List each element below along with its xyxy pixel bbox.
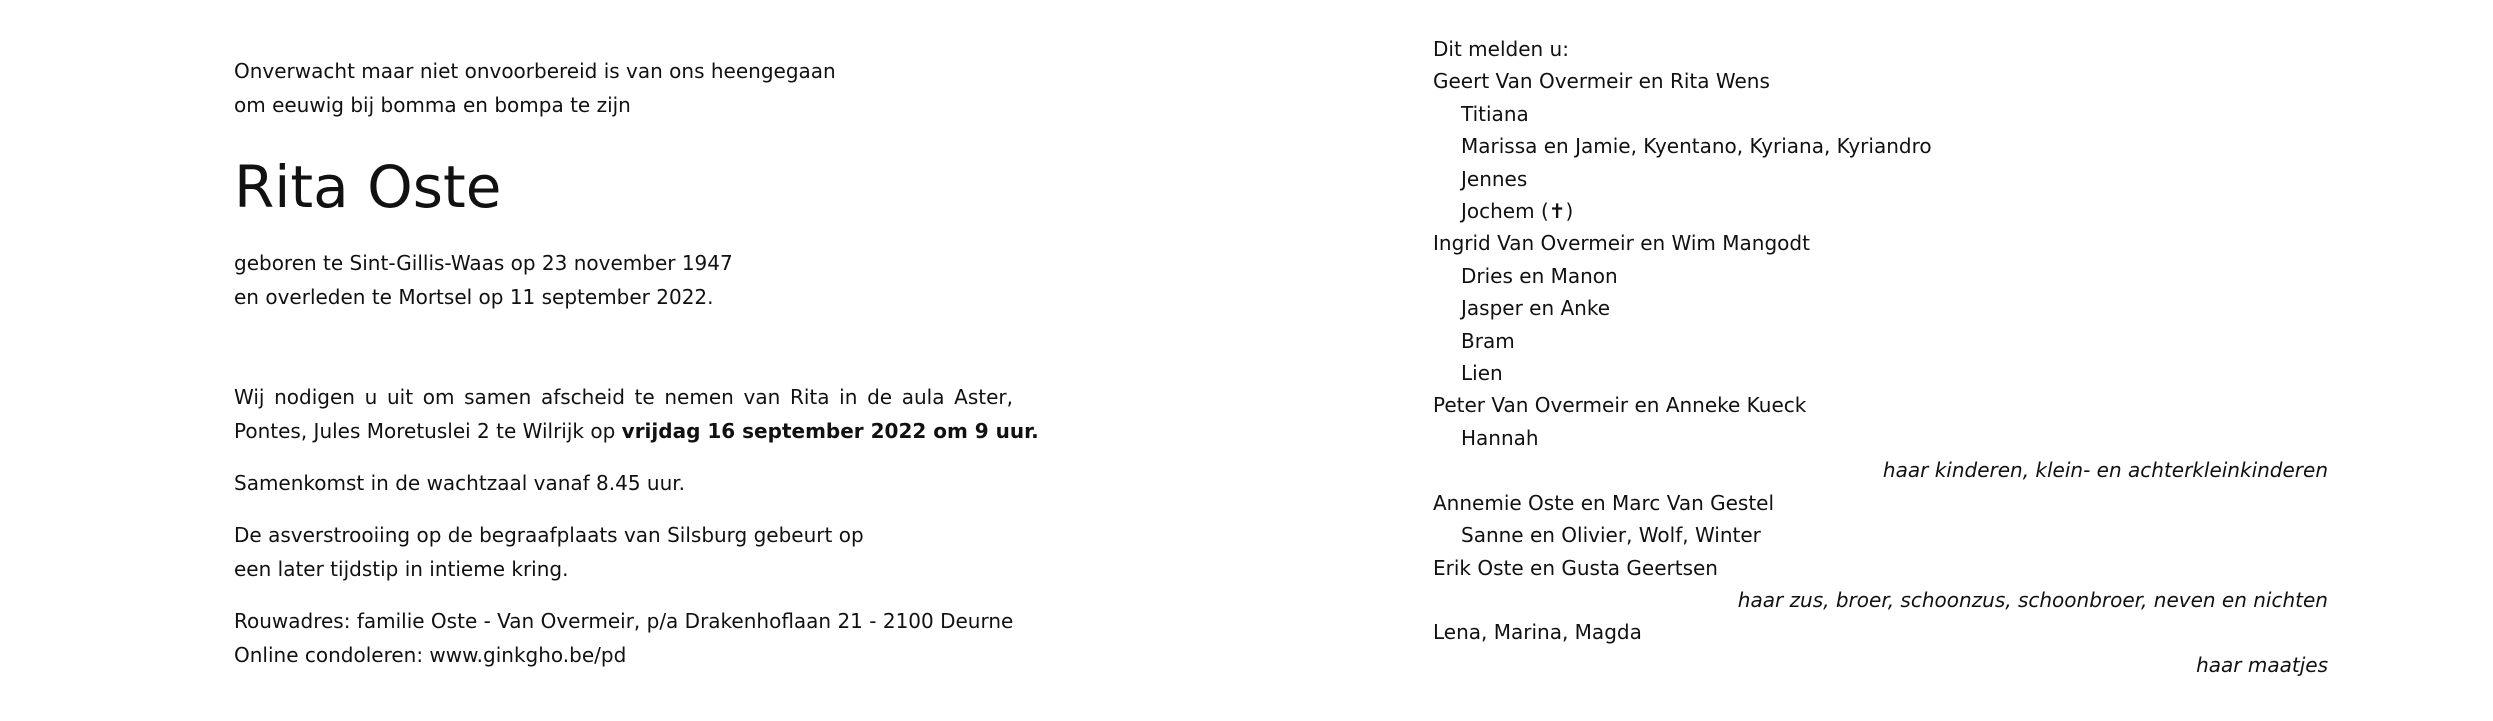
relation-caption: haar zus, broer, schoonzus, schoonbroer, neven en nichten [1737, 587, 2328, 612]
mourning-address: Rouwadres: familie Oste - Van Overmeir, p/a Drakenhoflaan 21 - 2100 Deurne [234, 609, 1014, 633]
intro-line-1: Onverwacht maar niet onvoorbereid is van ons heengegaan [234, 59, 836, 83]
family-line: Erik Oste en Gusta Geertsen [1433, 555, 1718, 580]
family-line: Peter Van Overmeir en Anneke Kueck [1433, 393, 1807, 418]
invitation-text [234, 380, 1039, 448]
intro-line-2: om eeuwig bij bomma en bompa te zijn [234, 93, 631, 117]
invitation-line-2 [234, 414, 1039, 448]
invitation-line-1: Wij nodigen u uit om samen afscheid te nemen van Rita in de aula Aster, [234, 385, 1013, 409]
grandchild-line: Jennes [1461, 166, 1528, 191]
family-line: Lena, Marina, Magda [1433, 620, 1642, 645]
invitation-location: Pontes, Jules Moretuslei 2 te Wilrijk op [234, 419, 622, 443]
ashes-line-1: De asverstrooiing op de begraafplaats van Silsburg gebeurt op [234, 523, 864, 547]
family-line: Geert Van Overmeir en Rita Wens [1433, 69, 1770, 94]
grandchild-line: Jochem (✝) [1461, 199, 1574, 224]
deceased-name: Rita Oste [234, 153, 502, 221]
online-condolence: Online condoleren: www.ginkgho.be/pd [234, 643, 627, 667]
grandchild-line: Hannah [1461, 425, 1539, 450]
family-line: Ingrid Van Overmeir en Wim Mangodt [1433, 231, 1810, 256]
grandchild-line: Titiana [1461, 101, 1529, 126]
family-line: Annemie Oste en Marc Van Gestel [1433, 490, 1775, 515]
death-line: en overleden te Mortsel op 11 september 2022. [234, 285, 714, 309]
left-panel [234, 54, 1039, 672]
family-list [1433, 65, 2333, 681]
grandchild-line: Dries en Manon [1461, 263, 1618, 288]
announcement-header: Dit melden u: [1433, 37, 1569, 61]
ashes-line-2: een later tijdstip in intieme kring. [234, 557, 569, 581]
birth-line: geboren te Sint-Gillis-Waas op 23 november 1947 [234, 251, 733, 275]
invitation-date-time: vrijdag 16 september 2022 om 9 uur. [621, 419, 1039, 443]
relation-caption: haar maatjes [2196, 652, 2328, 677]
grandchild-line: Jasper en Anke [1461, 296, 1611, 321]
relation-caption: haar kinderen, klein- en achterkleinkinderen [1882, 458, 2328, 483]
right-panel [1433, 33, 2333, 681]
grandchild-line: Marissa en Jamie, Kyentano, Kyriana, Kyriandro [1461, 134, 1932, 159]
grandchild-line: Bram [1461, 328, 1515, 353]
grandchild-line: Lien [1461, 361, 1503, 386]
grandchild-line: Sanne en Olivier, Wolf, Winter [1461, 523, 1761, 548]
gathering-line: Samenkomst in de wachtzaal vanaf 8.45 uur. [234, 471, 686, 495]
